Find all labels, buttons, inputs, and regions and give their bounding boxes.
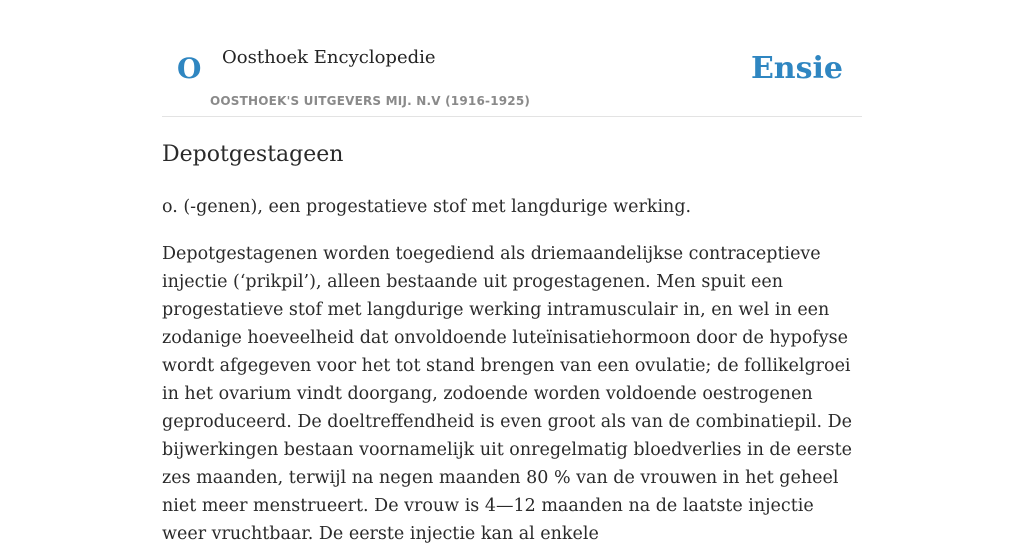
article-definition: o. (-genen), een progestatieve stof met langdurige werking. — [162, 197, 692, 217]
ensie-logo-link[interactable]: Ensie — [750, 51, 843, 86]
page — [162, 0, 862, 544]
article-title: Depotgestageen — [162, 142, 344, 167]
article-body: Depotgestagenen worden toegediend als driemaandelijkse contraceptieve injectie (‘prikpil’), alleen bestaande uit progestagenen. Men spuit een progestatieve stof met langdurige werking intramusculair in, en wel in een zodanige hoeveelheid dat onvoldoende luteïnisatiehormoon door de hypofyse wordt afgegeven voor het tot stand brengen van een ovulatie; de follikelgroei in het ovarium vindt doorgang, zodoende worden voldoende oestrogenen geproduceerd. De doeltreffendheid is even groot als van de combinatiepil. De bijwerkingen bestaan voornamelijk uit onregelmatig bloedverlies in de eerste zes maanden, terwijl na negen maanden 80 % van de vrouwen in het geheel niet meer menstrueert. De vrouw is 4—12 maanden na de laatste injectie weer vruchtbaar. De eerste injectie kan al enkele — [162, 244, 852, 544]
publisher-label: OOSTHOEK'S UITGEVERS MIJ. N.V (1916-1925) — [210, 94, 531, 108]
source-title-link[interactable]: Oosthoek Encyclopedie — [222, 47, 436, 68]
source-header — [162, 0, 862, 117]
source-logo[interactable]: O — [177, 52, 202, 85]
